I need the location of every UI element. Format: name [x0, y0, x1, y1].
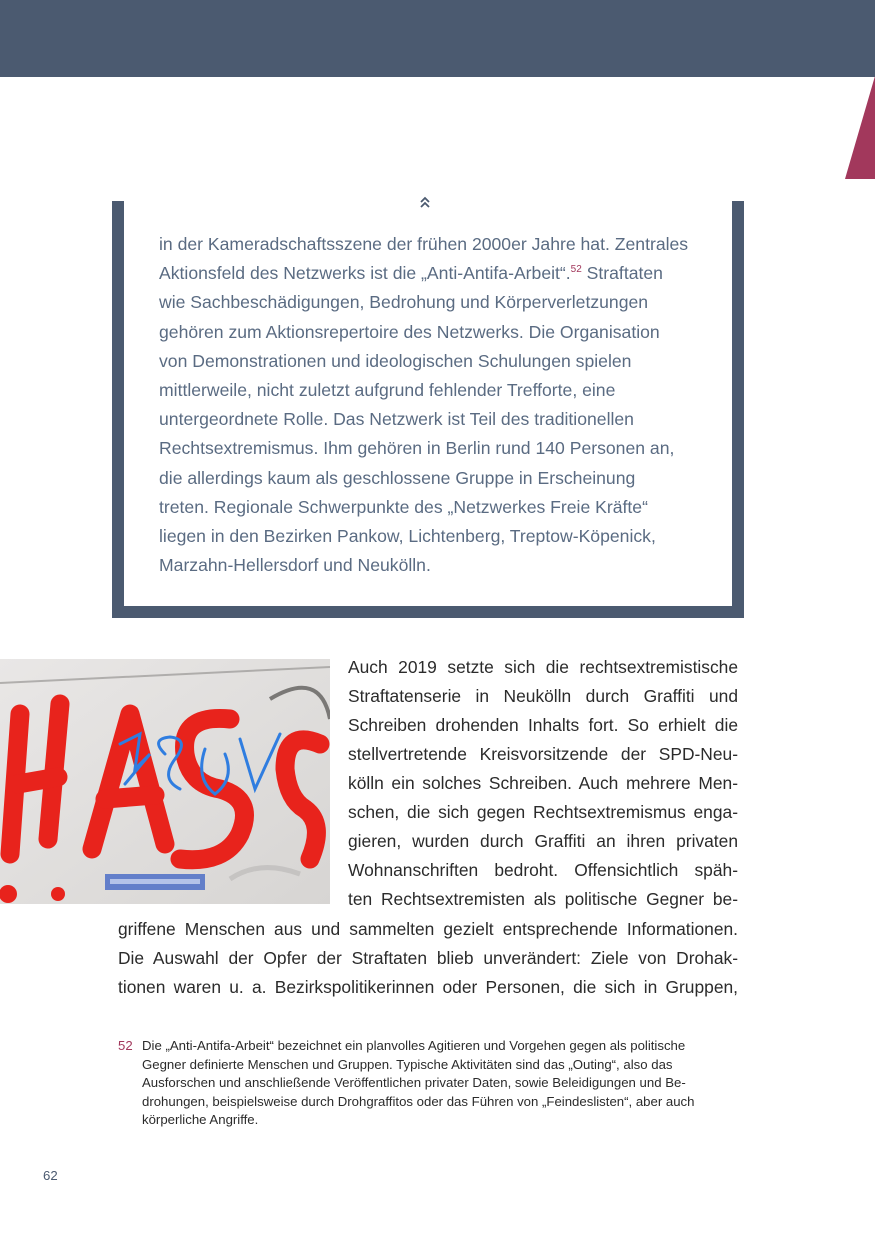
footnote-line: Die „Anti-Antifa-Arbeit“ bezeichnet ein planvolles Agitieren und Vorgehen gegen als politische [142, 1038, 686, 1053]
body-line: Auch 2019 setzte sich die rechtsextremistische [348, 657, 738, 677]
info-box-line: in der Kameradschaftsszene der frühen 2000er Jahre hat. Zentrales [159, 234, 689, 254]
body-line: gieren, wurden durch Graffiti an ihren privaten [348, 831, 738, 851]
info-box-line: liegen in den Bezirken Pankow, Lichtenberg, Treptow-Köpenick, [159, 526, 656, 547]
body-line: Straftatenserie in Neukölln durch Graffiti und [348, 686, 738, 706]
footnote [118, 1037, 738, 1130]
info-box-text [159, 230, 719, 580]
body-line: schen, die sich gegen Rechtsextremismus enga- [348, 802, 738, 822]
info-box-line: gehören zum Aktionsrepertoire des Netzwerks. Die Organisation [159, 321, 660, 342]
body-line: Die Auswahl der Opfer der Straftaten blieb unverändert: Ziele von Drohak- [118, 948, 738, 968]
info-box-line: die allerdings kaum als geschlossene Gruppe in Erscheinung [159, 467, 636, 488]
graffiti-photo [0, 659, 330, 904]
info-box-line: Marzahn-Hellersdorf und Neukölln. [159, 555, 431, 576]
header-bar [0, 0, 875, 77]
info-box-line [159, 259, 719, 288]
body-line: ten Rechtsextremisten als politische Gegner be- [348, 889, 738, 909]
info-box-line: von Demonstrationen und ideologischen Schulungen spielen [159, 350, 632, 371]
body-line: Schreiben drohenden Inhalts fort. So erhielt die [348, 715, 738, 735]
footnote-line: Gegner definierte Menschen und Gruppen. Typische Aktivitäten sind das „Outing“, also das [142, 1056, 673, 1072]
footnote-reference: 52 [570, 264, 582, 276]
body-line: kölln ein solches Schreiben. Auch mehrere Men- [348, 773, 738, 793]
body-line: griffene Menschen aus und sammelten gezielt entsprechende Informationen. [118, 919, 738, 939]
info-box-line: untergeordnete Rolle. Das Netzwerk ist Teil des traditionellen [159, 409, 634, 430]
info-box-line-start: Aktionsfeld des Netzwerks ist die „Anti-Antifa-Arbeit“. [159, 263, 571, 284]
footnote-line: Ausforschen und anschließende Veröffentlichen privater Daten, sowie Beleidigungen und Be- [142, 1075, 686, 1091]
info-box-line: treten. Regionale Schwerpunkte des „Netzwerkes Freie Kräfte“ [159, 496, 648, 517]
footnote-number: 52 [118, 1038, 133, 1053]
page-number: 62 [43, 1168, 58, 1183]
footnote-line: körperliche Angriffe. [142, 1112, 259, 1128]
footnote-line: drohungen, beispielsweise durch Drohgraffitos oder das Führen von „Feindeslisten“, aber auch [142, 1093, 695, 1109]
body-line: tionen waren u. a. Bezirkspolitikerinnen oder Personen, die sich in Gruppen, [118, 977, 738, 997]
body-line: stellvertretende Kreisvorsitzende der SPD-Neu- [348, 744, 738, 764]
double-chevron-up-icon [417, 194, 433, 210]
info-box-line-end: Straftaten [581, 263, 663, 284]
info-box-line: Rechtsextremismus. Ihm gehören in Berlin rund 140 Personen an, [159, 438, 675, 459]
info-box-line: mittlerweile, nicht zuletzt aufgrund fehlender Trefforte, eine [159, 380, 616, 401]
body-line: Wohnanschriften bedroht. Offensichtlich späh- [348, 860, 738, 880]
info-box-line: wie Sachbeschädigungen, Bedrohung und Körperverletzungen [159, 292, 649, 313]
corner-accent-triangle [845, 76, 875, 179]
